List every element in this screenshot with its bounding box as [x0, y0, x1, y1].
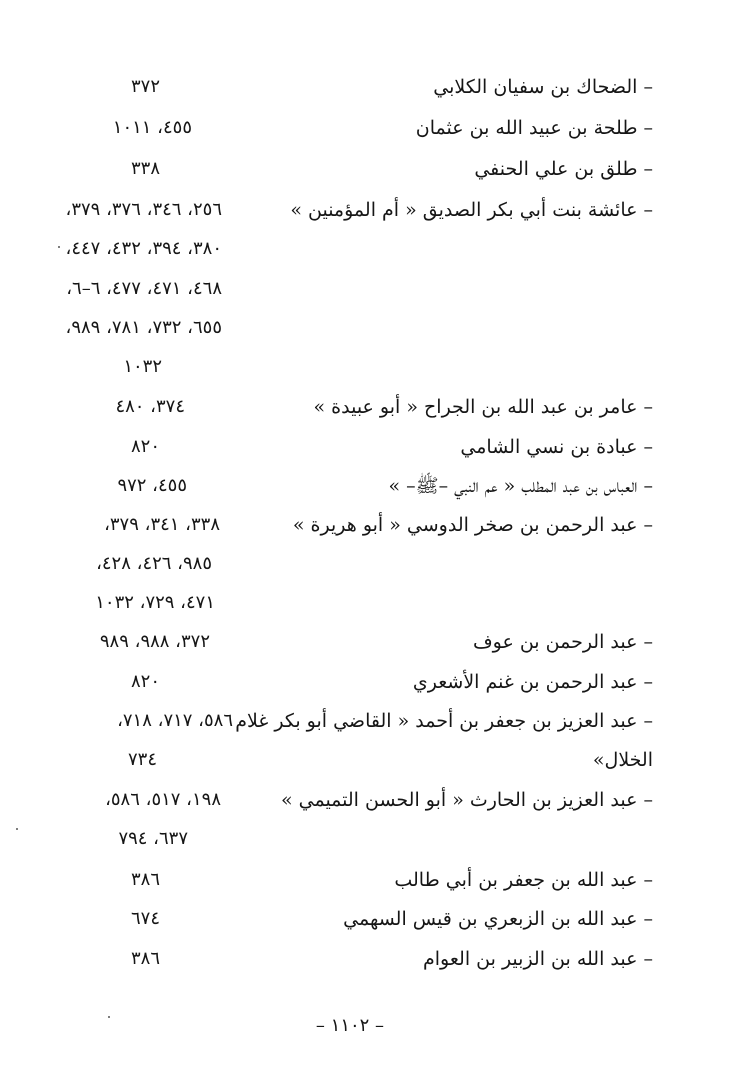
- entry-pages: ٨٢٠: [130, 671, 160, 692]
- entry-name: – عبد الله بن الزبير بن العوام: [423, 948, 653, 970]
- entry-pages: ٣٣٨، ٣٤١، ٣٧٩،: [104, 514, 220, 535]
- entry-pages: ٦٥٥، ٧٣٢، ٧٨١، ٩٨٩،: [65, 317, 222, 338]
- entry-name: – عبادة بن نسي الشامي: [460, 436, 653, 458]
- entry-name: – عامر بن عبد الله بن الجراح « أبو عبيدة »: [313, 396, 653, 418]
- entry-name: – طلحة بن عبيد الله بن عثمان: [415, 117, 653, 139]
- entry-pages: ٦٧٤: [130, 908, 160, 929]
- entry-pages: ٣٨٠، ٣٩٤، ٤٣٢، ٤٤٧،: [65, 238, 222, 259]
- entry-name: – طلق بن علي الحنفي: [474, 158, 653, 180]
- entry-pages: ٣٧٤، ٤٨٠: [115, 396, 185, 417]
- entry-pages: ٣٧٢: [130, 76, 160, 97]
- entry-pages: ١٩٨، ٥١٧، ٥٨٦،: [105, 789, 221, 810]
- entry-name: – عبد الرحمن بن عوف: [472, 631, 653, 653]
- entry-name: – عبد الرحمن بن غنم الأشعري: [412, 671, 653, 693]
- entry-name: – عبد العزيز بن جعفر بن أحمد « القاضي أبو بكر غلام: [235, 710, 653, 732]
- entry-pages: ٩٨٥، ٤٢٦، ٤٢٨،: [96, 553, 212, 574]
- entry-pages: ٤٥٥، ١٠١١: [112, 117, 192, 138]
- entry-pages: ٣٨٦: [130, 869, 160, 890]
- entry-pages: ٢٥٦، ٣٤٦، ٣٧٦، ٣٧٩،: [65, 199, 222, 220]
- entry-pages: ٤٥٥، ٩٧٢: [117, 475, 187, 496]
- entry-pages: ٣٣٨: [130, 158, 160, 179]
- entry-name: – عائشة بنت أبي بكر الصديق « أم المؤمنين »: [290, 199, 653, 221]
- entry-pages: ٦٣٧، ٧٩٤: [118, 828, 188, 849]
- entry-name: – عبد الله بن الزبعري بن قيس السهمي: [343, 908, 653, 930]
- entry-name: – الضحاك بن سفيان الكلابي: [433, 76, 653, 98]
- scan-speck: [108, 1016, 110, 1018]
- entry-pages: ٣٨٦: [130, 948, 160, 969]
- page-number: – ١١٠٢ –: [315, 1015, 385, 1036]
- entry-pages: ٧٣٤: [127, 749, 157, 770]
- entry-name-continuation: الخلال»: [592, 749, 653, 771]
- entry-pages: ٥٨٦، ٧١٧، ٧١٨،: [117, 710, 233, 731]
- entry-name: – عبد الله بن جعفر بن أبي طالب: [394, 869, 653, 891]
- entry-name: – العباس بن عبد المطلب « عم النبي –ﷺ– »: [388, 475, 653, 497]
- entry-name: – عبد العزيز بن الحارث « أبو الحسن التميمي »: [280, 789, 653, 811]
- entry-name: – عبد الرحمن بن صخر الدوسي « أبو هريرة »: [292, 514, 653, 536]
- scan-speck: [16, 828, 18, 830]
- scan-speck: [58, 246, 60, 248]
- entry-pages: ١٠٣٢: [123, 356, 162, 377]
- entry-pages: ٨٢٠: [130, 436, 160, 457]
- entry-pages: ٤٦٨، ٤٧١، ٤٧٧، ٦–٦،: [66, 278, 222, 299]
- entry-pages: ٤٧١، ٧٢٩، ١٠٣٢: [95, 592, 215, 613]
- entry-pages: ٣٧٢، ٩٨٨، ٩٨٩: [99, 631, 210, 652]
